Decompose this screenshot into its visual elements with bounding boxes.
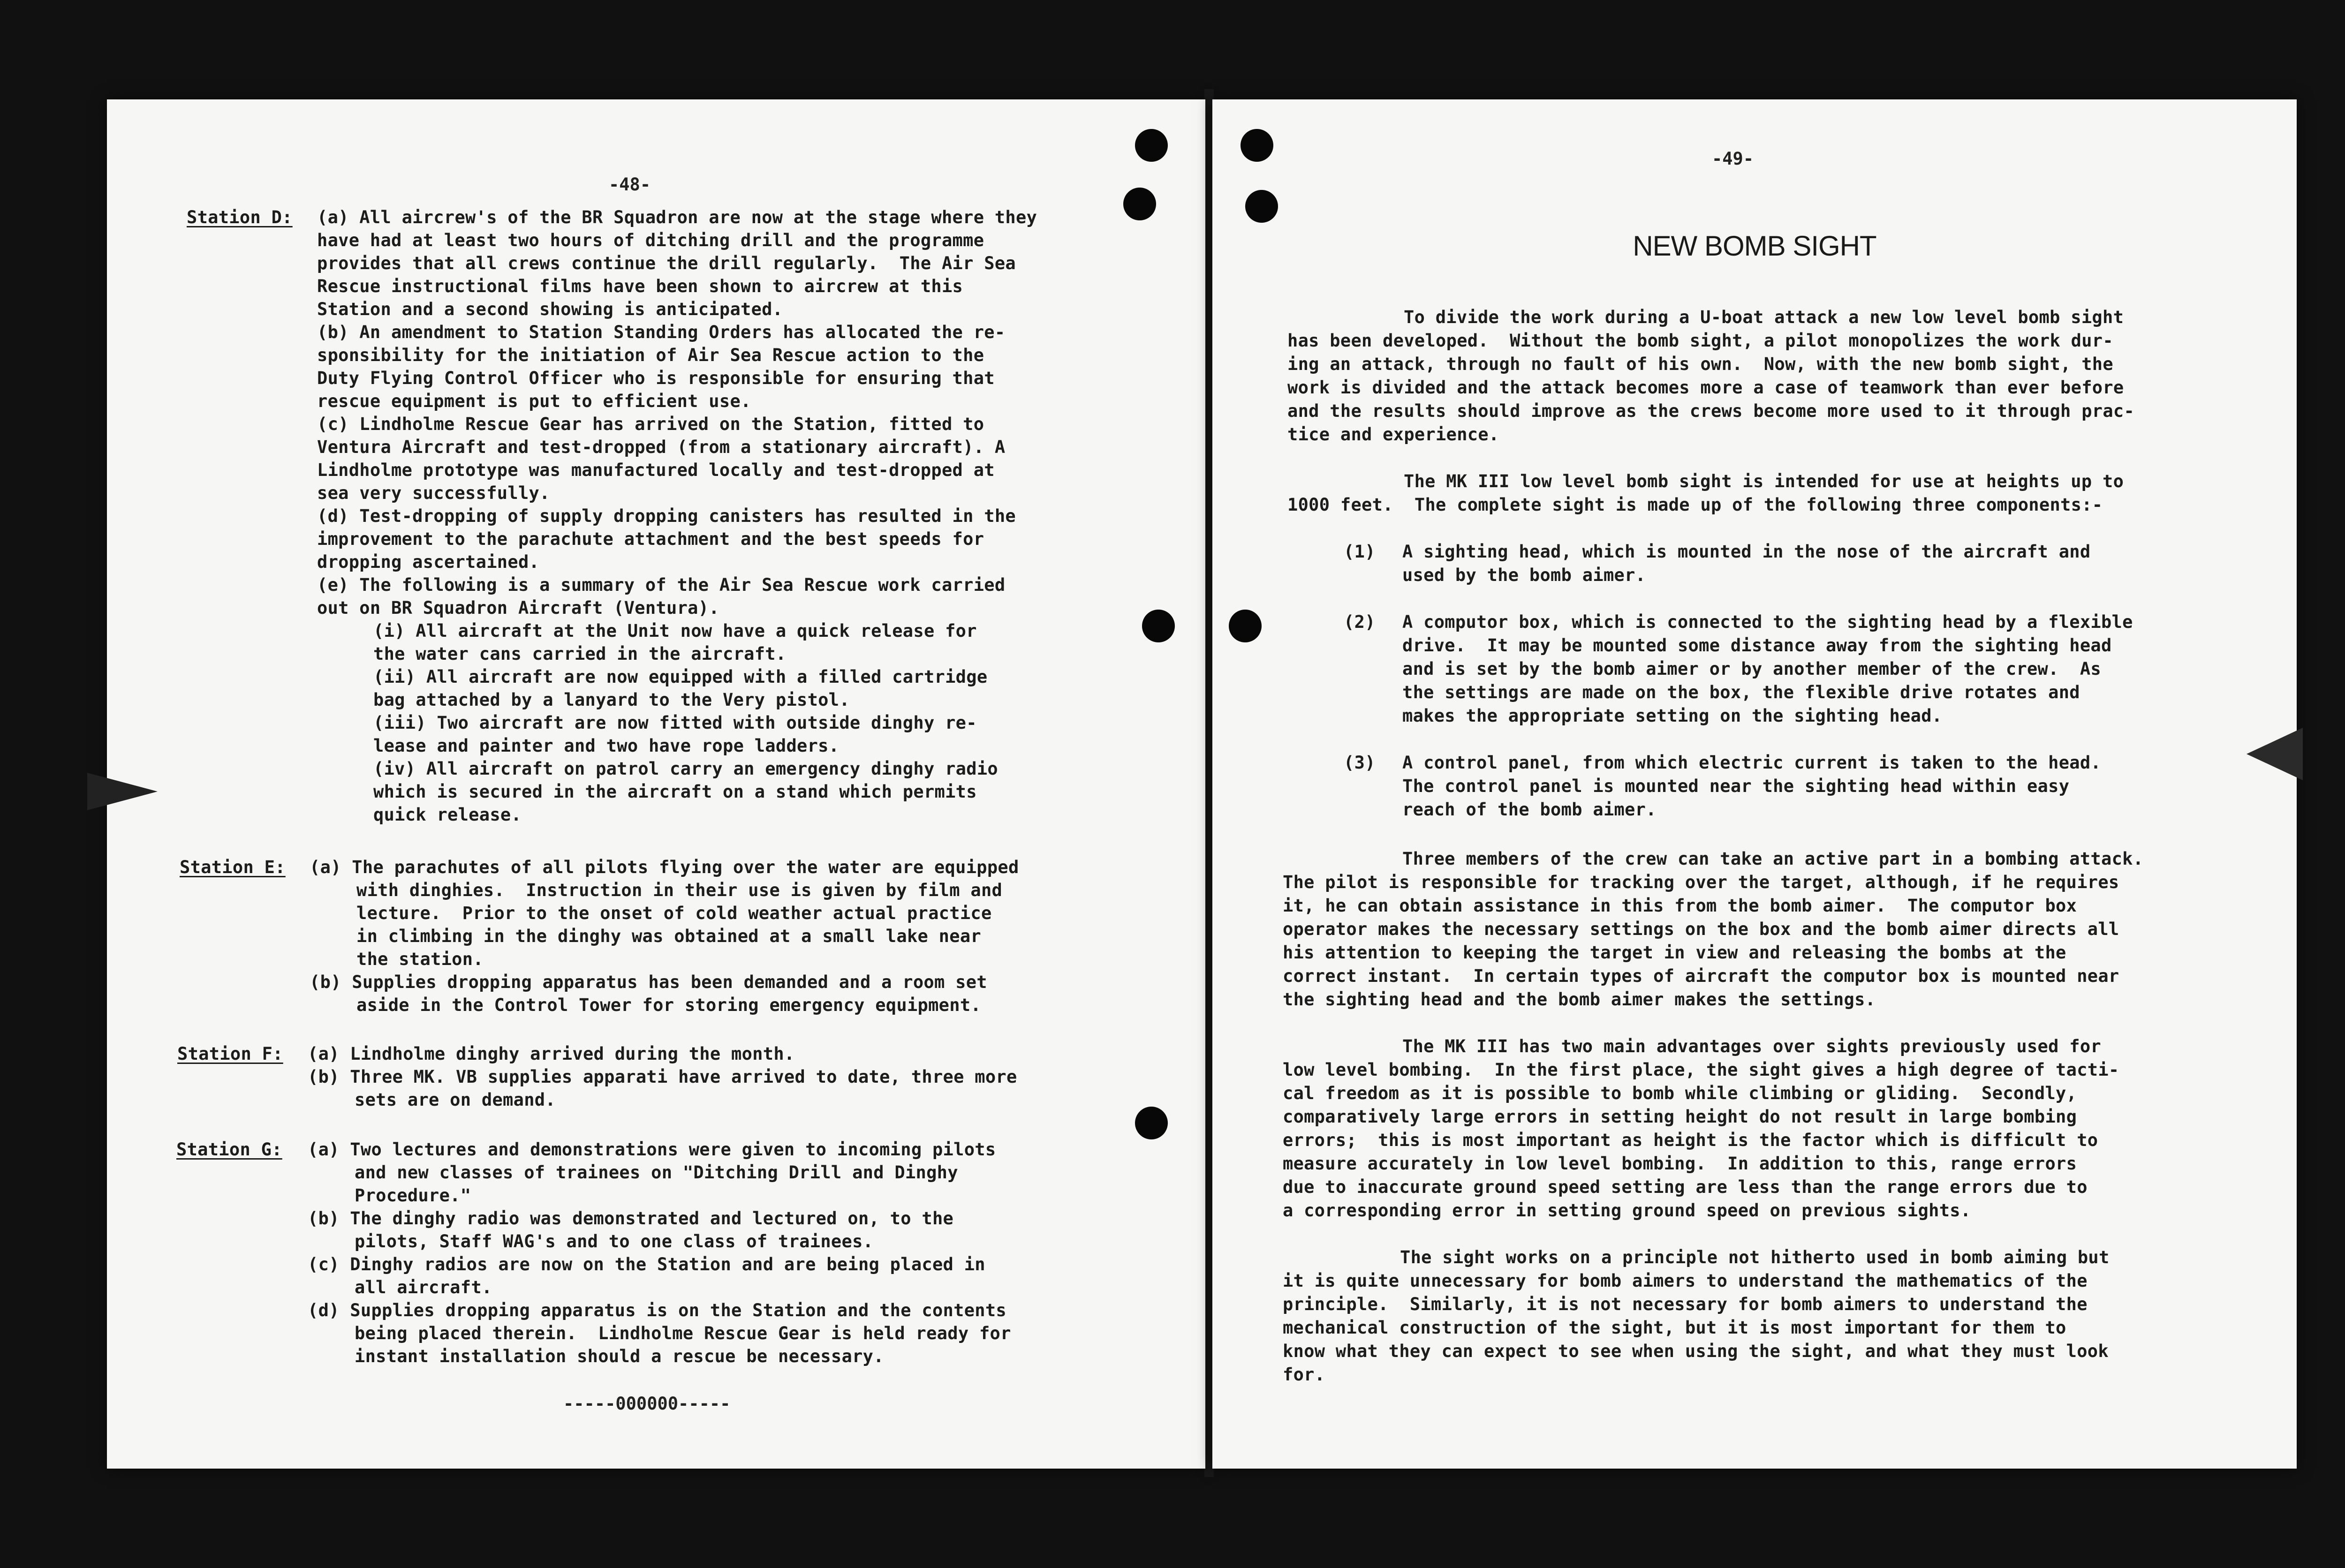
text-line: (b) An amendment to Station Standing Orders has allocated the re-	[317, 322, 1006, 342]
binder-clip-left	[87, 773, 158, 810]
text-line: Lindholme prototype was manufactured locally and test-dropped at	[317, 460, 995, 480]
page-number-left: -48-	[609, 174, 651, 195]
text-line: comparatively large errors in setting height do not result in large bombing	[1283, 1107, 2077, 1127]
text-line: cal freedom as it is possible to bomb while climbing or gliding. Secondly,	[1283, 1083, 2077, 1103]
text-line: 1000 feet. The complete sight is made up of the following three components:-	[1287, 495, 2103, 515]
text-line: out on BR Squadron Aircraft (Ventura).	[317, 598, 719, 618]
text-line: provides that all crews continue the drill regularly. The Air Sea	[317, 253, 1016, 273]
punch-hole	[1135, 129, 1168, 162]
text-line: Rescue instructional films have been shown to aircrew at this	[317, 276, 963, 296]
text-line: reach of the bomb aimer.	[1402, 799, 1657, 820]
punch-hole	[1142, 610, 1175, 642]
text-line: the settings are made on the box, the flexible drive rotates and	[1402, 682, 2080, 702]
text-line: Procedure."	[355, 1185, 471, 1206]
text-line: it, he can obtain assistance in this from the bomb aimer. The computor box	[1283, 896, 2077, 916]
punch-hole	[1123, 188, 1156, 220]
text-line: lease and painter and two have rope ladders.	[373, 736, 840, 756]
text-line: (b) Three MK. VB supplies apparati have arrived to date, three more	[308, 1067, 1017, 1087]
text-line: The MK III has two main advantages over sights previously used for	[1402, 1036, 2102, 1056]
text-line: the water cans carried in the aircraft.	[373, 644, 787, 664]
text-line: The pilot is responsible for tracking over the target, although, if he requires	[1283, 872, 2119, 892]
text-line: tice and experience.	[1287, 424, 1499, 445]
text-line: has been developed. Without the bomb sight, a pilot monopolizes the work dur-	[1287, 331, 2113, 351]
list-number: (3)	[1344, 753, 1376, 773]
text-line: (b) The dinghy radio was demonstrated and lectured on, to the	[308, 1208, 954, 1229]
text-line: which is secured in the aircraft on a stand which permits	[373, 782, 977, 802]
text-line: (b) Supplies dropping apparatus has been demanded and a room set	[310, 972, 987, 992]
text-line: (iii) Two aircraft are now fitted with outside dinghy re-	[373, 713, 977, 733]
station-f-label: Station F:	[177, 1044, 283, 1064]
text-line: Three members of the crew can take an active part in a bombing attack.	[1402, 849, 2144, 869]
text-line: ing an attack, through no fault of his own. Now, with the new bomb sight, the	[1287, 354, 2113, 374]
binder-clip-right	[2247, 728, 2303, 780]
text-line: know what they can expect to see when using the sight, and what they must look	[1283, 1341, 2109, 1361]
station-g-label: Station G:	[176, 1139, 282, 1160]
punch-hole	[1135, 1107, 1168, 1139]
left-page	[107, 99, 1205, 1469]
text-line: dropping ascertained.	[317, 552, 540, 572]
text-line: aside in the Control Tower for storing emergency equipment.	[356, 995, 981, 1015]
text-line: the station.	[356, 949, 484, 969]
text-line: Ventura Aircraft and test-dropped (from a stationary aircraft). A	[317, 437, 1006, 457]
text-line: improvement to the parachute attachment and the best speeds for	[317, 529, 984, 549]
right-page	[1212, 99, 2297, 1469]
punch-hole	[1241, 129, 1273, 162]
text-line: operator makes the necessary settings on the box and the bomb aimer directs all	[1283, 919, 2119, 939]
text-line: (iv) All aircraft on patrol carry an emergency dinghy radio	[373, 759, 998, 779]
station-e-label: Station E:	[180, 857, 286, 877]
text-line: instant installation should a rescue be necessary.	[355, 1346, 884, 1366]
text-line: drive. It may be mounted some distance away from the sighting head	[1402, 635, 2112, 656]
text-line: used by the bomb aimer.	[1402, 565, 1646, 585]
section-separator: -----000000-----	[563, 1394, 731, 1414]
text-line: being placed therein. Lindholme Rescue Gear is held ready for	[355, 1323, 1011, 1343]
text-line: (a) Two lectures and demonstrations were given to incoming pilots	[308, 1139, 996, 1160]
text-line: lecture. Prior to the onset of cold weather actual practice	[356, 903, 992, 923]
text-line: makes the appropriate setting on the sighting head.	[1402, 706, 1943, 726]
text-line: all aircraft.	[355, 1277, 492, 1297]
text-line: (c) Dinghy radios are now on the Station and are being placed in	[308, 1254, 985, 1274]
text-line: in climbing in the dinghy was obtained at a small lake near	[356, 926, 981, 946]
text-line: it is quite unnecessary for bomb aimers to understand the mathematics of the	[1283, 1271, 2088, 1291]
text-line: The sight works on a principle not hitherto used in bomb aiming but	[1400, 1247, 2110, 1267]
text-line: for.	[1283, 1364, 1325, 1385]
text-line: and new classes of trainees on "Ditching Drill and Dinghy	[355, 1162, 958, 1183]
text-line: (i) All aircraft at the Unit now have a quick release for	[373, 621, 977, 641]
text-line: mechanical construction of the sight, but it is most important for them to	[1283, 1318, 2066, 1338]
text-line: with dinghies. Instruction in their use is given by film and	[356, 880, 1003, 900]
text-line: a corresponding error in setting ground speed on previous sights.	[1283, 1200, 1971, 1221]
text-line: The control panel is mounted near the sighting head within easy	[1402, 776, 2070, 796]
text-line: A sighting head, which is mounted in the nose of the aircraft and	[1402, 542, 2091, 562]
text-line: and is set by the bomb aimer or by another member of the crew. As	[1402, 659, 2102, 679]
text-line: measure accurately in low level bombing. In addition to this, range errors	[1283, 1153, 2077, 1174]
text-line: errors; this is most important as height is the factor which is difficult to	[1283, 1130, 2098, 1150]
list-number: (1)	[1344, 542, 1376, 562]
punch-hole	[1229, 610, 1262, 642]
text-line: (d) Test-dropping of supply dropping canisters has resulted in the	[317, 506, 1016, 526]
text-line: low level bombing. In the first place, the sight gives a high degree of tacti-	[1283, 1060, 2119, 1080]
punch-hole	[1245, 190, 1278, 223]
text-line: (a) All aircrew's of the BR Squadron are now at the stage where they	[317, 207, 1037, 227]
text-line: A control panel, from which electric current is taken to the head.	[1402, 753, 2102, 773]
text-line: Station and a second showing is anticipated.	[317, 299, 783, 319]
text-line: the sighting head and the bomb aimer makes the settings.	[1283, 989, 1876, 1010]
page-number-right: -49-	[1712, 149, 1754, 169]
text-line: To divide the work during a U-boat attack a new low level bomb sight	[1404, 307, 2124, 327]
text-line: (ii) All aircraft are now equipped with a filled cartridge	[373, 667, 988, 687]
text-line: have had at least two hours of ditching drill and the programme	[317, 230, 984, 250]
text-line: bag attached by a lanyard to the Very pistol.	[373, 690, 850, 710]
page-title: NEW BOMB SIGHT	[1633, 230, 1876, 262]
text-line: his attention to keeping the target in view and releasing the bombs at the	[1283, 942, 2066, 963]
text-line: (d) Supplies dropping apparatus is on the Station and the contents	[308, 1300, 1007, 1320]
text-line: (a) Lindholme dinghy arrived during the month.	[308, 1044, 795, 1064]
text-line: The MK III low level bomb sight is intended for use at heights up to	[1404, 471, 2124, 491]
text-line: (c) Lindholme Rescue Gear has arrived on the Station, fitted to	[317, 414, 984, 434]
text-line: (e) The following is a summary of the Air Sea Rescue work carried	[317, 575, 1006, 595]
list-number: (2)	[1344, 612, 1376, 632]
text-line: principle. Similarly, it is not necessary for bomb aimers to understand the	[1283, 1294, 2088, 1314]
text-line: quick release.	[373, 805, 522, 825]
text-line: due to inaccurate ground speed setting are less than the range errors due to	[1283, 1177, 2088, 1197]
text-line: Duty Flying Control Officer who is responsible for ensuring that	[317, 368, 995, 388]
text-line: rescue equipment is put to efficient use.	[317, 391, 751, 411]
text-line: correct instant. In certain types of aircraft the computor box is mounted near	[1283, 966, 2119, 986]
text-line: sea very successfully.	[317, 483, 550, 503]
station-d-label: Station D:	[187, 207, 293, 227]
text-line: sets are on demand.	[355, 1090, 556, 1110]
text-line: and the results should improve as the crews become more used to it through prac-	[1287, 401, 2135, 421]
text-line: A computor box, which is connected to the sighting head by a flexible	[1402, 612, 2133, 632]
text-line: sponsibility for the initiation of Air Sea Rescue action to the	[317, 345, 984, 365]
text-line: pilots, Staff WAG's and to one class of trainees.	[355, 1231, 874, 1251]
text-line: (a) The parachutes of all pilots flying over the water are equipped	[310, 857, 1019, 877]
text-line: work is divided and the attack becomes more a case of teamwork than ever before	[1287, 377, 2124, 398]
